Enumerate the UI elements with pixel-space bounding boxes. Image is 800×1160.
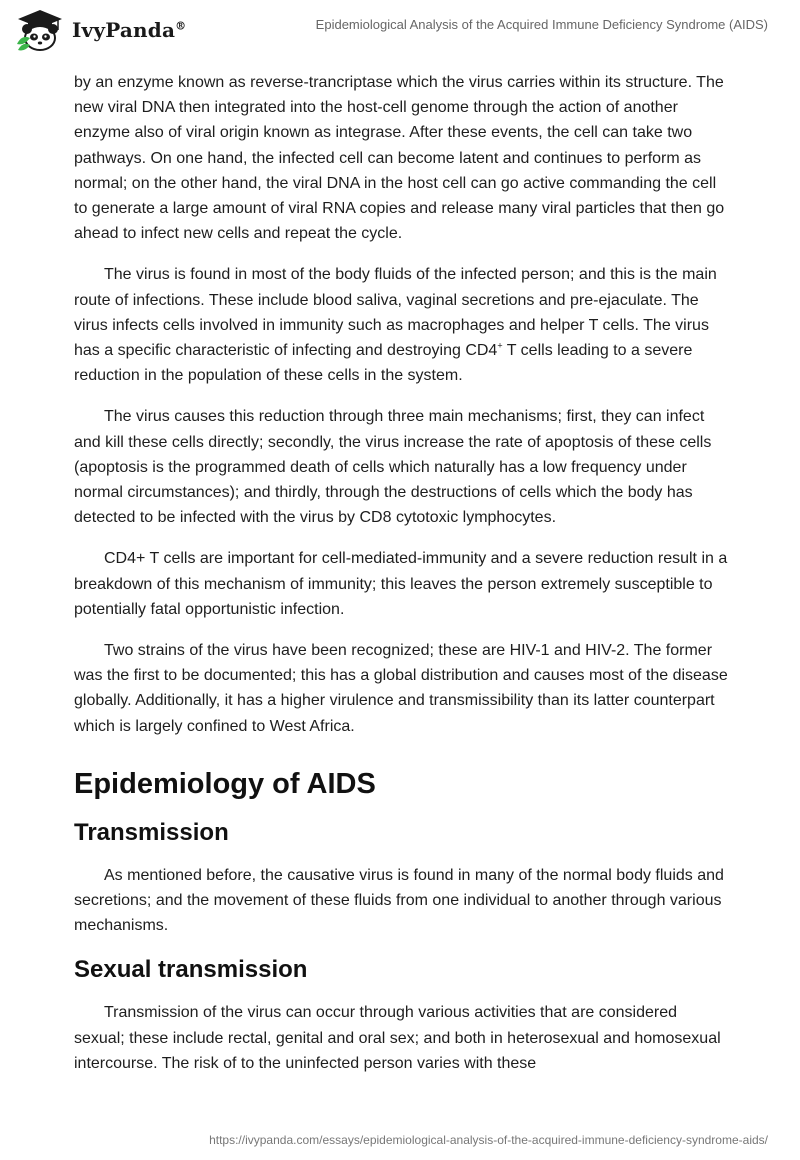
logo-wordmark: IvyPanda® <box>72 18 187 42</box>
document-title: Epidemiological Analysis of the Acquired Immune Deficiency Syndrome (AIDS) <box>315 17 768 32</box>
page-header <box>0 0 800 62</box>
essay-content <box>74 70 730 1092</box>
subsection-heading: Sexual transmission <box>74 956 308 984</box>
section-heading: Epidemiology of AIDS <box>74 767 376 800</box>
paragraph: by an enzyme known as reverse-trancriptase which the virus carries within its structure. The new viral DNA then integrated into the host-cell genome through the action of another enzyme also of viral origin known as integrase. After these events, the cell can take two pathways. On one hand, the infected cell can become latent and continues to perform as normal; on the other hand, the viral DNA in the host cell can go active commanding the cell to generate a large amount of viral RNA copies and release many viral particles that then go ahead to infect new cells and repeat the cycle. <box>74 74 725 243</box>
paragraph: As mentioned before, the causative virus is found in many of the normal body fluids and secretions; and the movement of these fluids from one individual to another through various mechanisms. <box>74 866 724 935</box>
panda-graduate-icon <box>14 8 66 52</box>
paragraph: The virus causes this reduction through three main mechanisms; first, they can infect and kill these cells directly; secondly, the virus increase the rate of apoptosis of these cells (apoptosis is the programmed death of cells which naturally has a low frequency under normal circumstances); and thirdly, through the destructions of cells which the body has detected to be infected with the virus by CD8 cytotoxic lymphocytes. <box>74 408 712 527</box>
paragraph: Transmission of the virus can occur through various activities that are considered sexual; these include rectal, genital and oral sex; and both in heterosexual and homosexual intercourse. The risk of to the uninfected person varies with these <box>74 1004 721 1072</box>
source-url-link[interactable]: https://ivypanda.com/essays/epidemiological-analysis-of-the-acquired-immune-deficiency-syndrome-aids/ <box>209 1133 768 1147</box>
subsection-heading: Transmission <box>74 818 229 846</box>
ivypanda-logo[interactable] <box>14 8 186 52</box>
paragraph: Two strains of the virus have been recognized; these are HIV-1 and HIV-2. The former was the first to be documented; this has a global distribution and causes most of the disease globally. Additionally, it has a higher virulence and transmissibility than its latter counterpart which is largely confined to West Africa. <box>74 642 728 735</box>
paragraph: The virus is found in most of the body fluids of the infected person; and this is the main route of infections. These include blood saliva, vaginal secretions and pre-ejaculate. The virus infects cells involved in immunity such as macrophages and helper T cells. The virus has a specific characteristic of infecting and destroying CD4+ T cells leading to a severe reduction in the population of these cells in the system. <box>74 266 717 385</box>
paragraph: CD4+ T cells are important for cell-mediated-immunity and a severe reduction result in a breakdown of this mechanism of immunity; this leaves the person extremely susceptible to potentially fatal opportunistic infection. <box>74 550 728 618</box>
